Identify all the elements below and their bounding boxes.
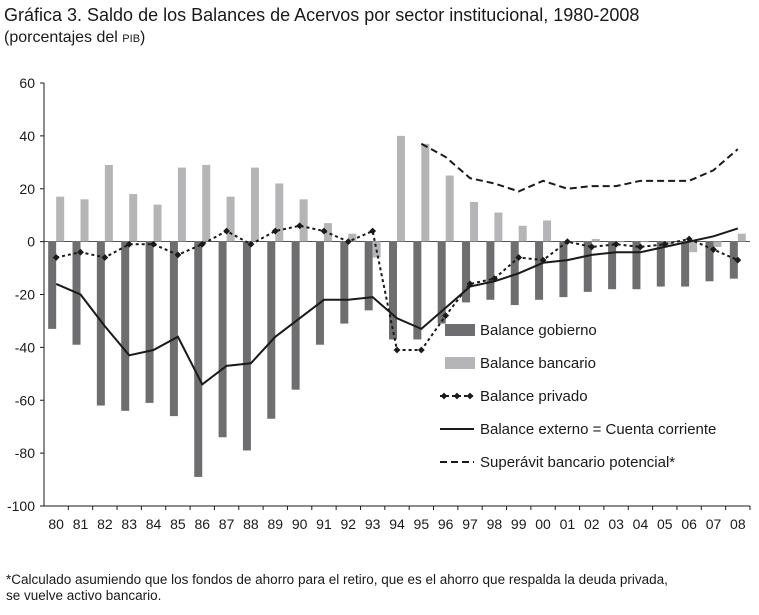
legend-label: Balance gobierno [480, 322, 597, 339]
x-tick-label: 88 [243, 516, 259, 532]
gobierno-bar [559, 242, 567, 298]
legend-label: Balance bancario [480, 355, 596, 372]
x-tick-label: 01 [559, 516, 576, 532]
bancario-bar [227, 197, 235, 242]
privado-point [369, 228, 376, 235]
bancario-bar [56, 197, 64, 242]
bancario-bar [105, 165, 113, 242]
bancario-bar [738, 234, 746, 242]
x-tick-label: 03 [608, 516, 624, 532]
bancario-bar [470, 202, 478, 242]
x-tick-label: 90 [291, 516, 308, 532]
x-tick-label: 86 [194, 516, 211, 532]
footnote-line-1: *Calculado asumiendo que los fondos de ahorro para el retiro, que es el ahorro que respalda la deuda privada, [6, 572, 668, 587]
legend-swatch-marker [467, 393, 474, 400]
x-tick-label: 84 [145, 516, 162, 532]
gobierno-bar [681, 242, 689, 287]
x-tick-label: 97 [462, 516, 478, 532]
gobierno-bar [584, 242, 592, 292]
y-tick-label: 40 [19, 127, 35, 144]
bancario-bar [154, 205, 162, 242]
x-tick-label: 89 [267, 516, 284, 532]
bancario-bar [129, 194, 137, 242]
y-tick-label: -80 [14, 445, 35, 462]
chart-title: Gráfica 3. Saldo de los Balances de Acervos por sector institucional, 1980-2008 [4, 5, 640, 25]
x-tick-label: 85 [170, 516, 186, 532]
y-tick-label: -60 [14, 392, 35, 409]
gobierno-bar [340, 242, 348, 324]
bancario-bar [689, 242, 697, 253]
bancario-bar [178, 168, 186, 242]
bancario-bar [640, 242, 648, 243]
privado-point [418, 347, 425, 354]
bancario-bar [592, 239, 600, 242]
privado-point [394, 347, 401, 354]
footnote [6, 572, 746, 604]
gobierno-bar [535, 242, 543, 300]
legend-swatch-marker [454, 393, 461, 400]
bancario-bar [713, 242, 721, 247]
gobierno-bar [121, 242, 129, 411]
x-tick-label: 91 [316, 516, 332, 532]
footnote-line-2: se vuelve activo bancario. [6, 588, 162, 603]
x-tick-label: 99 [510, 516, 527, 532]
bancario-bar [251, 168, 259, 242]
gobierno-bar [608, 242, 616, 290]
legend-label: Superávit bancario potencial* [480, 454, 676, 471]
legend-swatch [445, 357, 475, 369]
subtitle-suffix: ) [140, 29, 146, 46]
gobierno-bar [48, 242, 56, 329]
subtitle-prefix: (porcentajes del [4, 29, 123, 46]
bancario-bar [494, 213, 502, 242]
x-tick-label: 83 [121, 516, 137, 532]
bancario-bar [519, 226, 527, 242]
bancario-bar [81, 199, 89, 241]
gobierno-bar [146, 242, 154, 403]
gobierno-bar [389, 242, 397, 340]
x-tick-label: 92 [340, 516, 357, 532]
bancario-bar [202, 165, 210, 242]
y-tick-label: -40 [14, 339, 35, 356]
bancario-bar [446, 176, 454, 242]
x-tick-label: 95 [413, 516, 430, 532]
gobierno-bar [194, 242, 202, 477]
gobierno-bar [219, 242, 227, 438]
x-tick-label: 04 [632, 516, 649, 532]
bancario-bar [543, 220, 551, 241]
subtitle-pib: PIB [122, 33, 141, 45]
x-tick-label: 08 [730, 516, 746, 532]
gobierno-bar [243, 242, 251, 451]
x-tick-label: 96 [437, 516, 454, 532]
x-tick-label: 07 [705, 516, 722, 532]
x-tick-label: 82 [97, 516, 113, 532]
bancario-bar [421, 144, 429, 242]
x-tick-label: 02 [583, 516, 600, 532]
bancario-bar [300, 199, 308, 241]
x-tick-label: 80 [48, 516, 64, 532]
legend-swatch [445, 324, 475, 336]
gobierno-bar [267, 242, 275, 419]
x-tick-label: 00 [535, 516, 551, 532]
x-tick-label: 94 [389, 516, 405, 532]
gobierno-bar [365, 242, 373, 311]
x-tick-label: 06 [681, 516, 697, 532]
x-tick-label: 98 [486, 516, 503, 532]
gobierno-bar [292, 242, 300, 390]
legend-label: Balance externo = Cuenta corriente [480, 421, 717, 438]
bancario-bar [373, 242, 381, 258]
x-tick-label: 81 [72, 516, 89, 532]
legend-label: Balance privado [480, 388, 588, 405]
gobierno-bar [170, 242, 178, 416]
x-tick-label: 93 [364, 516, 381, 532]
gobierno-bar [316, 242, 324, 345]
x-tick-label: 05 [657, 516, 673, 532]
y-tick-label: -20 [14, 286, 35, 303]
y-tick-label: 20 [19, 180, 35, 197]
bancario-bar [397, 136, 405, 242]
x-tick-label: 87 [218, 516, 235, 532]
bancario-bar [616, 242, 624, 243]
y-tick-label: -100 [6, 498, 35, 514]
y-tick-label: 60 [19, 75, 35, 91]
gobierno-bar [486, 242, 494, 300]
gobierno-bar [413, 242, 421, 340]
y-tick-label: 0 [27, 233, 35, 250]
legend-swatch-marker [441, 393, 448, 400]
potencial-line [421, 144, 737, 192]
